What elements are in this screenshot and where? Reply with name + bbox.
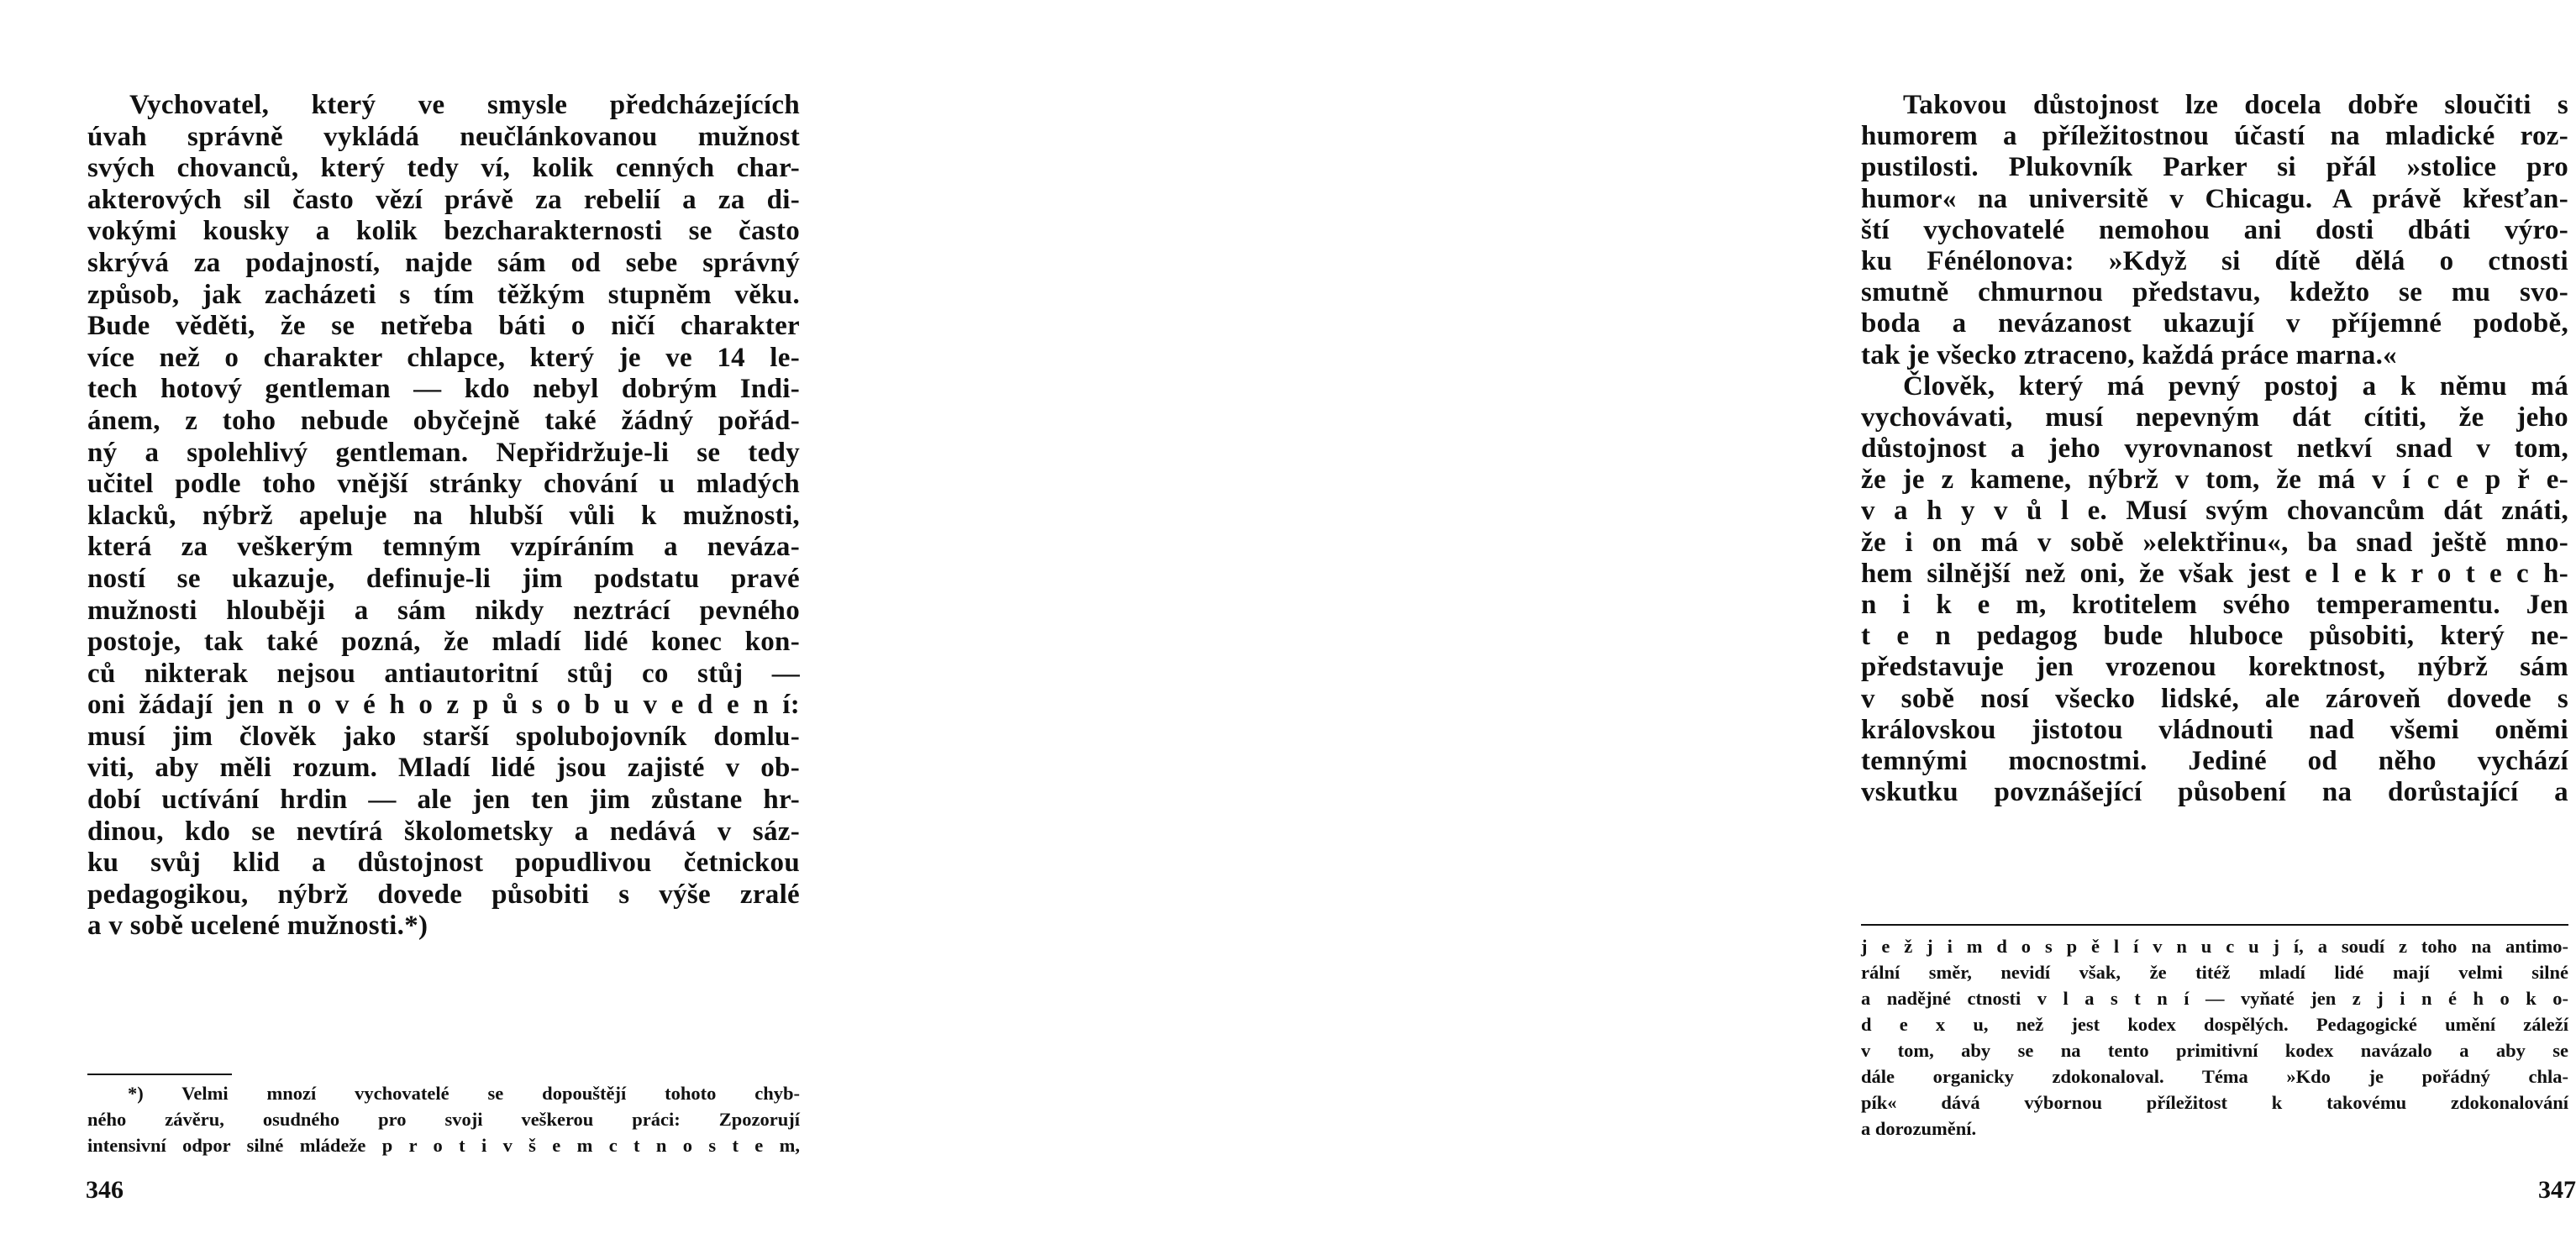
body-line: důstojnost a jeho vyrovnanost netkví snad v tom, (1861, 433, 2568, 465)
body-line: ští vychovatelé nemohou ani dosti dbáti výro- (1861, 214, 2568, 245)
footnote-line: a dorozumění. (1861, 1118, 1977, 1139)
body-line: humor« na universitě v Chicagu. A právě křesťan- (1861, 183, 2568, 214)
body-line: Takovou důstojnost lze docela dobře sloučiti s (1903, 90, 2568, 120)
body-line: učitel podle toho vnější stránky chování u mladých (87, 469, 800, 500)
body-line: boda a nevázanost ukazují v příjemné podobě, (1861, 308, 2568, 339)
right-page (884, 0, 2576, 1260)
body-line: viti, aby měli rozum. Mladí lidé jsou zajisté v ob- (87, 753, 800, 784)
right-page-footnote (1861, 933, 2568, 1142)
body-line: pustilosti. Plukovník Parker si přál »stolice pro (1861, 152, 2568, 183)
body-line: postoje, tak také pozná, že mladí lidé konec kon- (87, 627, 800, 658)
left-page-body (87, 90, 800, 942)
body-line: více než o charakter chlapce, který je ve 14 le- (87, 342, 800, 373)
body-line: pedagogikou, nýbrž dovede působiti s výše zralé (87, 879, 800, 910)
footnote-divider (87, 1074, 232, 1075)
footnote-line: a nadějné ctnosti v l a s t n í — vyňaté jen z j i n é h o k o- (1861, 988, 2568, 1009)
body-line: ců nikterak nejsou antiautoritní stůj co stůj — (87, 658, 800, 689)
body-line: v sobě nosí všecko lidské, ale zároveň dovede s (1861, 683, 2568, 714)
footnote-line: dále organicky zdokonaloval. Téma »Kdo je pořádný chla- (1861, 1066, 2568, 1087)
body-line: ný a spolehlivý gentleman. Nepřidržuje-li se tedy (87, 437, 800, 468)
body-line: že i on má v sobě »elektřinu«, ba snad ještě mno- (1861, 527, 2568, 558)
body-line: představuje jen vrozenou korektnost, nýbrž sám (1861, 652, 2568, 683)
body-line: vokými kousky a kolik bezcharakternosti se často (87, 216, 800, 247)
body-line: oni žádají jen n o v é h o z p ů s o b u v e d e n í: (87, 690, 800, 721)
body-line: Vychovatel, který ve smysle předcházejících (129, 90, 800, 120)
left-page-footnote (87, 1080, 800, 1158)
body-line: královskou jistotou vládnouti nad všemi oněmi (1861, 714, 2568, 745)
body-line: t e n pedagog bude hluboce působiti, který ne- (1861, 621, 2568, 652)
footnote-divider (1861, 924, 2568, 926)
body-line: ku Fénélonova: »Když si dítě dělá o ctnosti (1861, 245, 2568, 276)
body-line: ku svůj klid a důstojnost popudlivou četnickou (87, 848, 800, 879)
body-line: tech hotový gentleman — kdo nebyl dobrým Indi- (87, 374, 800, 405)
body-line: hem silnější než oni, že však jest e l e k r o t e c h- (1861, 558, 2568, 589)
left-page (0, 0, 884, 1260)
body-line: vskutku povznášející působení na dorůstající a (1861, 777, 2568, 808)
body-line: ánem, z toho nebude obyčejně také žádný pořád- (87, 405, 800, 436)
body-line: Bude věděti, že se netřeba báti o ničí charakter (87, 311, 800, 342)
footnote-line: rální směr, nevidí však, že titéž mladí lidé mají velmi silné (1861, 962, 2568, 983)
page-number: 347 (2538, 1176, 2576, 1204)
footnote-line: j e ž j i m d o s p ě l í v n u c u j í, a soudí z toho na antimo- (1861, 936, 2568, 957)
body-line: způsob, jak zacházeti s tím těžkým stupněm věku. (87, 279, 800, 310)
footnote-line: *) Velmi mnozí vychovatelé se dopouštějí tohoto chyb- (128, 1083, 800, 1104)
body-line: akterových sil často vězí právě za rebelií a za di- (87, 184, 800, 215)
footnote-line: pík« dává výbornou příležitost k takovému zdokonalování (1861, 1092, 2568, 1113)
body-line: ností se ukazuje, definuje-li jim podstatu pravé (87, 563, 800, 594)
page-number: 346 (86, 1176, 124, 1204)
footnote-line: intensivní odpor silné mládeže p r o t i v š e m c t n o s t e m, (87, 1135, 800, 1156)
body-line: a v sobě ucelené mužnosti.*) (87, 911, 428, 942)
body-line: mužnosti hlouběji a sám nikdy neztrácí pevného (87, 595, 800, 626)
body-line: temnými mocnostmi. Jediné od něho vychází (1861, 745, 2568, 776)
footnote-line: ného závěru, osudného pro svoji veškerou práci: Zpozorují (87, 1109, 800, 1130)
body-line: že je z kamene, nýbrž v tom, že má v í c e p ř e- (1861, 465, 2568, 496)
body-line: humorem a příležitostnou účastí na mladické roz- (1861, 121, 2568, 152)
right-page-body (1861, 90, 2568, 808)
body-line: smutně chmurnou představu, kdežto se mu svo- (1861, 277, 2568, 308)
body-line: vychovávati, musí nepevným dát cítiti, že jeho (1861, 402, 2568, 433)
footnote-line: v tom, aby se na tento primitivní kodex navázalo a aby se (1861, 1040, 2568, 1061)
body-line: tak je všecko ztraceno, každá práce marna.« (1861, 339, 2397, 370)
footnote-line: d e x u, než jest kodex dospělých. Pedagogické umění záleží (1861, 1014, 2568, 1035)
body-line: klacků, nýbrž apeluje na hlubší vůli k mužnosti, (87, 500, 800, 531)
body-line: dobí uctívání hrdin — ale jen ten jim zůstane hr- (87, 785, 800, 816)
body-line: úvah správně vykládá neučlánkovanou mužnost (87, 121, 800, 152)
body-line: svých chovanců, který tedy ví, kolik cenných char- (87, 153, 800, 184)
body-line: dinou, kdo se nevtírá školometsky a nedává v sáz- (87, 816, 800, 847)
body-line: v a h y v ů l e. Musí svým chovancům dát znáti, (1861, 496, 2568, 527)
body-line: Člověk, který má pevný postoj a k němu má (1903, 370, 2568, 402)
body-line: skrývá za podajností, najde sám od sebe správný (87, 247, 800, 278)
body-line: n i k e m, krotitelem svého temperamentu. Jen (1861, 590, 2568, 620)
body-line: musí jim člověk jako starší spolubojovník domlu- (87, 721, 800, 752)
body-line: která za veškerým temným vzpíráním a neváza- (87, 532, 800, 563)
